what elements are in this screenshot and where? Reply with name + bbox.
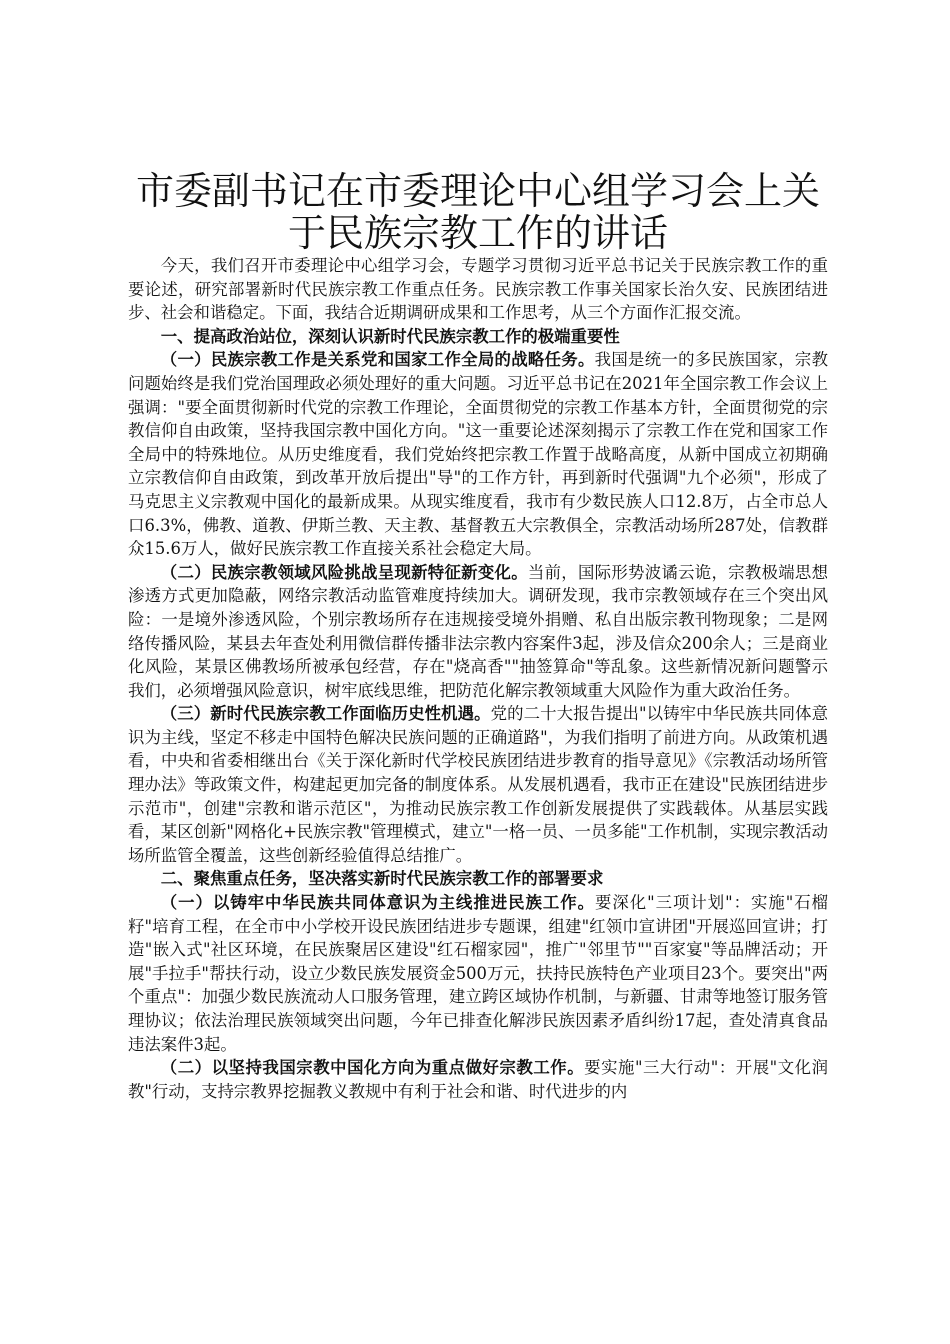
paragraph-1-1: [128, 348, 828, 560]
paragraph-lead: （一）以铸牢中华民族共同体意识为主线推进民族工作。: [160, 893, 595, 913]
section-heading-2: 二、聚焦重点任务，坚决落实新时代民族宗教工作的部署要求: [160, 869, 604, 889]
intro-paragraph: 今天，我们召开市委理论中心组学习会，专题学习贯彻习近平总书记关于民族宗教工作的重要论述，研究部署新时代民族宗教工作重点任务。民族宗教工作事关国家长治久安、民族团结进步、社会和谐稳定。下面，我结合近期调研成果和工作思考，从三个方面作汇报交流。: [128, 256, 828, 323]
paragraph-body: 党的二十大报告提出"以铸牢中华民族共同体意识为主线，坚定不移走中国特色解决民族问题的正确道路"，为我们指明了前进方向。从政策机遇看，中央和省委相继出台《关于深化新时代学校民族团结进步教育的指导意见》《宗教活动场所管理办法》等政策文件，构建起更加完备的制度体系。从发展机遇看，我市正在建设"民族团结进步示范市"，创建"宗教和谐示范区"，为推动民族宗教工作创新发展提供了实践载体。从基层实践看，某区创新"网格化+民族宗教"管理模式，建立"一格一员、一员多能"工作机制，实现宗教活动场所监管全覆盖，这些创新经验值得总结推广。: [128, 704, 828, 865]
paragraph-2-1: [128, 891, 828, 1056]
paragraph-lead: （二）以坚持我国宗教中国化方向为重点做好宗教工作。: [160, 1058, 585, 1078]
paragraph-body: 我国是统一的多民族国家，宗教问题始终是我们党治国理政必须处理好的重大问题。习近平总书记在2021年全国宗教工作会议上强调："要全面贯彻新时代党的宗教工作理论，全面贯彻党的宗教工作基本方针，全面贯彻党的宗教信仰自由政策，坚持我国宗教中国化方向。"这一重要论述深刻揭示了宗教工作在党和国家工作全局中的特殊地位。从历史维度看，我们党始终把宗教工作置于战略高度，从新中国成立初期确立宗教信仰自由政策，到改革开放后提出"导"的工作方针，再到新时代强调"九个必须"，形成了马克思主义宗教观中国化的最新成果。从现实维度看，我市有少数民族人口12.8万，占全市总人口6.3%，佛教、道教、伊斯兰教、天主教、基督教五大宗教俱全，宗教活动场所287处，信教群众15.6万人，做好民族宗教工作直接关系社会稳定大局。: [128, 350, 828, 559]
paragraph-body: 要深化"三项计划"：实施"石榴籽"培育工程，在全市中小学校开设民族团结进步专题课，组建"红领巾宣讲团"开展巡回宣讲；打造"嵌入式"社区环境，在民族聚居区建设"红石榴家园"，推广"邻里节""百家宴"等品牌活动；开展"手拉手"帮扶行动，设立少数民族发展资金500万元，扶持民族特色产业项目23个。要突出"两个重点"：加强少数民族流动人口服务管理，建立跨区域协作机制，与新疆、甘肃等地签订服务管理协议；依法治理民族领域突出问题，今年已排查化解涉民族因素矛盾纠纷17起，查处清真食品违法案件3起。: [128, 893, 828, 1054]
paragraph-1-2: [128, 561, 828, 703]
section-heading-1: 一、提高政治站位，深刻认识新时代民族宗教工作的极端重要性: [160, 326, 620, 346]
paragraph-2-2: [128, 1056, 828, 1103]
paragraph-1-3: [128, 702, 828, 867]
paragraph-lead: （二）民族宗教领域风险挑战呈现新特征新变化。: [160, 562, 528, 582]
paragraph-lead: （三）新时代民族宗教工作面临历史性机遇。: [160, 704, 491, 724]
document-page: [128, 170, 828, 1103]
paragraph-body: 要实施"三大行动"：开展"文化润教"行动，支持宗教界挖掘教义教规中有利于社会和谐、时代进步的内: [128, 1058, 829, 1101]
document-title: 市委副书记在市委理论中心组学习会上关于民族宗教工作的讲话: [135, 169, 820, 255]
paragraph-body: 当前，国际形势波谲云诡，宗教极端思想渗透方式更加隐蔽，网络宗教活动监管难度持续加大。调研发现，我市宗教领域存在三个突出风险：一是境外渗透风险，个别宗教场所存在违规接受境外捐赠、私自出版宗教刊物现象；二是网络传播风险，某县去年查处利用微信群传播非法宗教内容案件3起，涉及信众200余人；三是商业化风险，某景区佛教场所被承包经营，存在"烧高香""抽签算命"等乱象。这些新情况新问题警示我们，必须增强风险意识，树牢底线思维，把防范化解宗教领域重大风险作为重大政治任务。: [128, 562, 828, 700]
paragraph-lead: （一）民族宗教工作是关系党和国家工作全局的战略任务。: [160, 350, 595, 370]
